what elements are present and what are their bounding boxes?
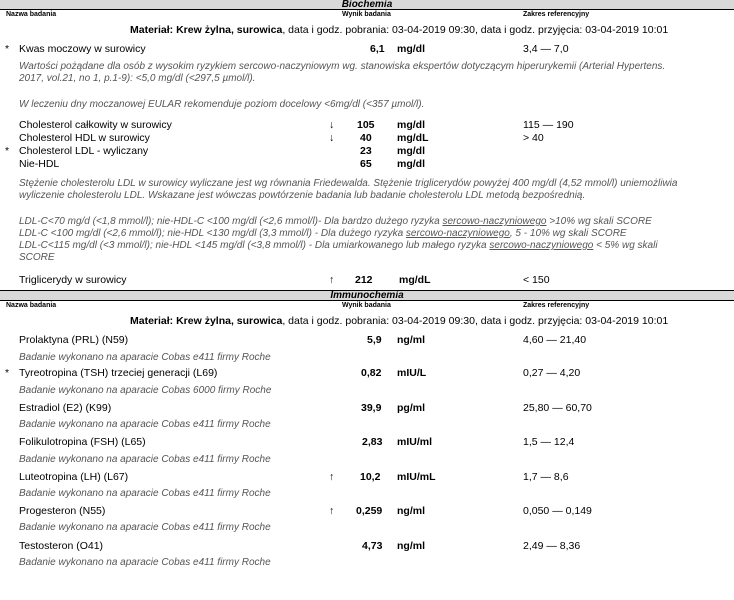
row-star: * — [5, 145, 10, 157]
note-score-2: LDL-C <100 mg/dl (<2,6 mmol/l); nie-HDL <130 mg/dl (3,3 mmol/l) - Dla dużego ryzyka sercowo-naczyniowego, 5 - 10% wg skali SCORE — [19, 228, 627, 239]
row-name: Nie-HDL — [19, 158, 60, 170]
note-device: Badanie wykonano na aparacie Cobas e411 firmy Roche — [19, 557, 271, 568]
col-header-result: Wynik badania — [342, 11, 391, 18]
col-header-result: Wynik badania — [342, 302, 391, 309]
table-row — [0, 367, 734, 379]
row-value: 0,259 — [356, 505, 383, 517]
note-device: Badanie wykonano na aparacie Cobas e411 firmy Roche — [19, 522, 271, 533]
table-row — [0, 132, 734, 144]
row-name: Tyreotropina (TSH) trzeciej generacji (L69) — [19, 367, 218, 379]
row-unit: ng/ml — [397, 334, 425, 346]
row-name: Cholesterol całkowity w surowicy — [19, 119, 172, 131]
row-unit: mg/dl — [397, 43, 425, 55]
row-value: 5,9 — [367, 334, 382, 346]
section-header-biochemia — [0, 0, 734, 10]
row-unit: mIU/L — [397, 367, 427, 379]
row-unit: ng/ml — [397, 540, 425, 552]
col-header-ref: Zakres referencyjny — [523, 11, 590, 18]
flag-up: ↑ — [329, 274, 335, 286]
note-score-3: LDL-C<115 mg/dl (<3 mmol/l); nie-HDL <145 mg/dl (<3,8 mmol/l) - Dla umiarkowanego lub małego ryzyka sercowo-naczyniowego < 5% wg skali — [19, 240, 658, 251]
table-row — [0, 334, 734, 346]
row-ref: 0,050 — 0,149 — [523, 505, 592, 517]
note-ldl-1: Stężenie cholesterolu LDL w surowicy wyliczane jest wg równania Friedewalda. Stężenie triglicerydów powyżej 400 mg/dl (4,52 mmol/l) uniemożliwia — [19, 178, 678, 189]
table-row — [0, 158, 734, 170]
row-value: 6,1 — [370, 43, 385, 55]
row-name: Cholesterol LDL - wyliczany — [19, 145, 149, 157]
note-device: Badanie wykonano na aparacie Cobas e411 firmy Roche — [19, 454, 271, 465]
flag-down: ↓ — [329, 132, 335, 144]
note-device: Badanie wykonano na aparacie Cobas e411 firmy Roche — [19, 419, 271, 430]
material-line: Materiał: Krew żylna, surowica, data i godz. pobrania: 03-04-2019 09:30, data i godz. przyjęcia: 03-04-2019 10:01 — [130, 24, 669, 36]
section-title: Biochemia — [341, 0, 393, 10]
row-ref: 25,80 — 60,70 — [523, 402, 592, 414]
row-ref: 115 — 190 — [523, 119, 574, 131]
note-uric-1: Wartości pożądane dla osób z wysokim ryzykiem sercowo-naczyniowym wg. stanowiska ekspertów dotyczącym hiperurykemii (Arterial Hypertens. — [19, 61, 666, 72]
row-ref: 3,4 — 7,0 — [523, 43, 569, 55]
table-row — [0, 402, 734, 414]
row-ref: > 40 — [523, 132, 544, 144]
row-ref: 4,60 — 21,40 — [523, 334, 587, 346]
row-value: 23 — [360, 145, 372, 157]
row-unit: ng/ml — [397, 505, 425, 517]
row-star: * — [5, 367, 10, 379]
table-row — [0, 274, 734, 286]
row-value: 40 — [360, 132, 372, 144]
row-ref: 1,5 — 12,4 — [523, 436, 575, 448]
table-row — [0, 43, 734, 57]
table-row — [0, 471, 734, 483]
note-ldl-2: wyliczenie cholesterolu LDL. Wskazane jest wówczas powtórzenie badania lub badanie cholesterolu LDL metodą bezpośrednią. — [19, 190, 586, 201]
col-header-name: Nazwa badania — [6, 302, 57, 309]
table-row — [0, 505, 734, 517]
row-value: 4,73 — [362, 540, 383, 552]
row-ref: 1,7 — 8,6 — [523, 471, 569, 483]
col-header-name: Nazwa badania — [6, 11, 57, 18]
table-row — [0, 145, 734, 157]
note-score-1: LDL-C<70 mg/d (<1,8 mmol/l); nie-HDL-C <100 mg/dl (<2,6 mmol/l)- Dla bardzo dużego ryzyka sercowo-naczyniowego >10% wg skali SCORE — [19, 216, 652, 227]
row-unit: mg/dl — [397, 119, 425, 131]
col-header-ref: Zakres referencyjny — [523, 302, 590, 309]
section-title: Immunochemia — [330, 290, 404, 301]
row-name: Progesteron (N55) — [19, 505, 106, 517]
row-unit: pg/ml — [397, 402, 425, 414]
row-name: Testosteron (O41) — [19, 540, 104, 552]
row-value: 212 — [355, 274, 373, 286]
row-ref: < 150 — [523, 274, 550, 286]
row-unit: mg/dL — [399, 274, 431, 286]
note-uric-3: W leczeniu dny moczanowej EULAR rekomenduje poziom docelowy <6mg/dl (<357 µmol/l). — [19, 99, 425, 110]
row-name: Prolaktyna (PRL) (N59) — [19, 334, 129, 346]
table-row — [0, 436, 734, 448]
row-star: * — [5, 43, 10, 55]
row-ref: 2,49 — 8,36 — [523, 540, 581, 552]
note-device: Badanie wykonano na aparacie Cobas 6000 firmy Roche — [19, 385, 272, 396]
row-value: 105 — [357, 119, 375, 131]
note-device: Badanie wykonano na aparacie Cobas e411 firmy Roche — [19, 488, 271, 499]
flag-up: ↑ — [329, 505, 335, 517]
row-unit: mg/dl — [397, 145, 425, 157]
row-unit: mIU/ml — [397, 436, 433, 448]
row-name: Kwas moczowy w surowicy — [19, 43, 146, 55]
flag-up: ↑ — [329, 471, 335, 483]
table-row — [0, 119, 734, 131]
note-score-4: SCORE — [19, 252, 55, 263]
row-value: 2,83 — [362, 436, 383, 448]
row-unit: mg/dL — [397, 132, 429, 144]
row-value: 0,82 — [361, 367, 382, 379]
row-name: Triglicerydy w surowicy — [19, 274, 127, 286]
row-value: 10,2 — [360, 471, 381, 483]
note-device: Badanie wykonano na aparacie Cobas e411 firmy Roche — [19, 352, 271, 363]
note-uric-2: 2017, vol.21, no 1, p.1-9): <5,0 mg/dl (<297,5 µmol/l). — [19, 73, 256, 84]
row-name: Cholesterol HDL w surowicy — [19, 132, 150, 144]
row-name: Luteotropina (LH) (L67) — [19, 471, 129, 483]
row-value: 39,9 — [361, 402, 382, 414]
flag-down: ↓ — [329, 119, 335, 131]
row-name: Folikulotropina (FSH) (L65) — [19, 436, 146, 448]
section-header-immunochemia — [0, 290, 734, 301]
row-ref: 0,27 — 4,20 — [523, 367, 581, 379]
table-row — [0, 540, 734, 552]
row-value: 65 — [360, 158, 372, 170]
row-unit: mg/dl — [397, 158, 425, 170]
material-line: Materiał: Krew żylna, surowica, data i godz. pobrania: 03-04-2019 09:30, data i godz. przyjęcia: 03-04-2019 10:01 — [130, 315, 669, 327]
row-unit: mIU/mL — [397, 471, 436, 483]
row-name: Estradiol (E2) (K99) — [19, 402, 112, 414]
